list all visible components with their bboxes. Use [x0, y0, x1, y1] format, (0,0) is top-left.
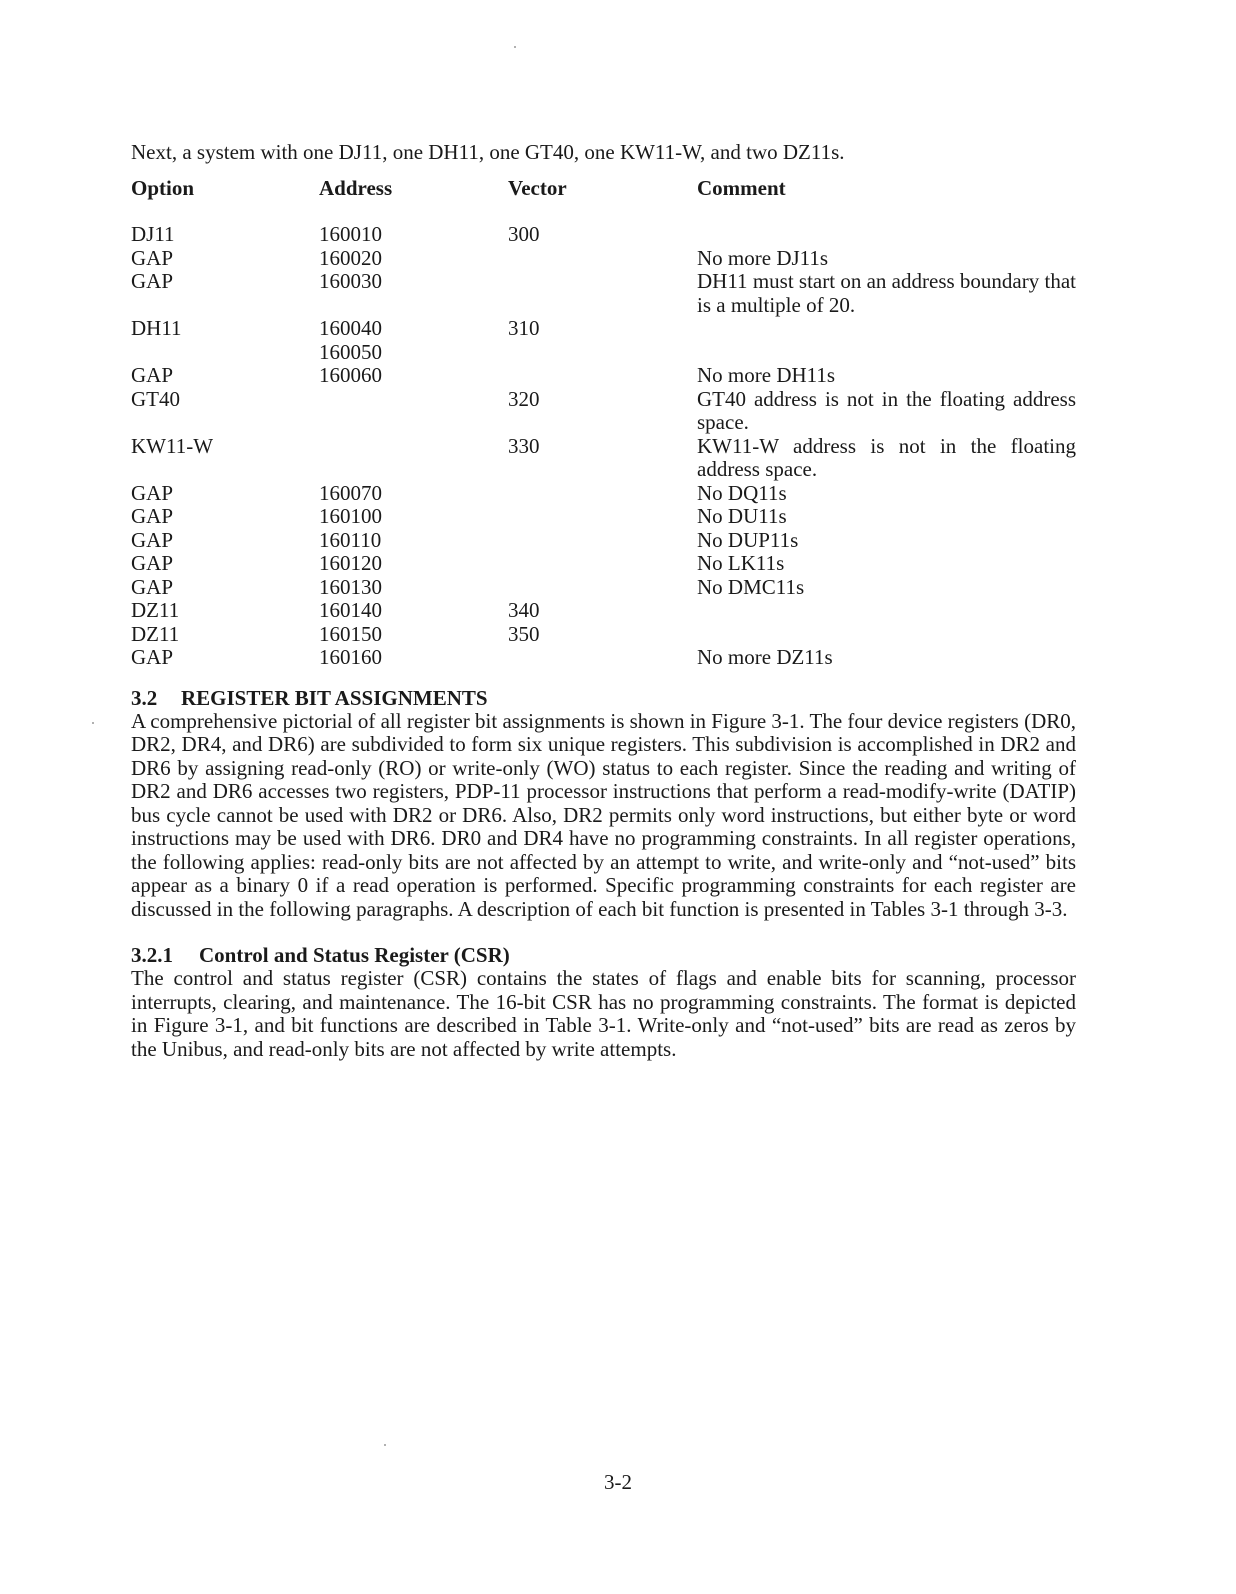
cell-comment: No DMC11s	[697, 574, 805, 599]
section-number: 3.2.1	[131, 943, 173, 967]
header-comment: Comment	[697, 176, 786, 200]
section-title: REGISTER BIT ASSIGNMENTS	[181, 685, 488, 710]
address-vector-table	[131, 174, 1076, 670]
scan-speck	[514, 46, 516, 48]
cell-address	[319, 435, 508, 482]
table-row	[131, 270, 1076, 317]
header-option: Option	[131, 176, 195, 200]
cell-address: 160120	[319, 551, 382, 575]
section-3-2-heading	[131, 686, 1076, 710]
cell-comment: GT40 address is not in the floating address space.	[697, 386, 1076, 434]
cell-option: GAP	[131, 269, 174, 293]
cell-vector	[508, 364, 697, 388]
cell-address	[319, 388, 508, 435]
table-row	[131, 599, 1076, 623]
cell-option: DZ11	[131, 598, 180, 622]
section-3-2-body: A comprehensive pictorial of all register bit assignments is shown in Figure 3-1. The four device registers (DR0, DR2, DR4, and DR6) are subdivided to form six unique registers. This subdivision is accomplished in DR2 and DR6 by assigning read-only (RO) or write-only (WO) status to each register. Since the reading and writing of DR2 and DR6 accesses two registers, PDP-11 processor instructions that perform a read-modify-write (DATIP) bus cycle cannot be used with DR2 or DR6. Also, DR2 permits only word instructions, but either byte or word instructions may be used with DR6. DR0 and DR4 have no programming constraints. In all register operations, the following applies: read-only bits are not affected by an attempt to write, and write-only and “not-used” bits appear as a binary 0 if a read operation is performed. Specific programming constraints for each register are discussed in the following paragraphs. A description of each bit function is presented in Tables 3-1 through 3-3.	[131, 708, 1076, 921]
cell-vector: 340	[508, 598, 540, 622]
cell-vector: 320	[508, 386, 540, 411]
table-row	[131, 529, 1076, 553]
cell-comment: DH11 must start on an address boundary that is a multiple of 20.	[697, 269, 1076, 317]
cell-option: DZ11	[131, 621, 180, 646]
cell-option: GAP	[131, 645, 174, 669]
cell-address: 160130	[319, 574, 382, 599]
cell-option: GAP	[131, 245, 174, 270]
cell-address: 160150	[319, 621, 382, 646]
cell-comment: No more DZ11s	[697, 645, 833, 669]
cell-vector	[508, 646, 697, 670]
cell-comment: KW11-W address is not in the floating address space.	[697, 433, 1076, 481]
cell-comment: No DUP11s	[697, 527, 799, 552]
cell-option: GAP	[131, 527, 174, 552]
spacer-row	[131, 211, 1076, 223]
table-row	[131, 317, 1076, 341]
cell-address: 160050	[319, 339, 382, 364]
header-address: Address	[319, 176, 393, 200]
table-row	[131, 482, 1076, 506]
cell-address: 160110	[319, 527, 382, 552]
table-row	[131, 388, 1076, 435]
cell-address: 160060	[319, 363, 382, 387]
section-3-2-1-heading	[131, 943, 1076, 967]
table-row	[131, 576, 1076, 600]
cell-vector	[508, 270, 697, 317]
header-vector: Vector	[508, 176, 567, 200]
cell-vector: 350	[508, 621, 540, 646]
cell-comment: No more DJ11s	[697, 245, 829, 270]
table-row	[131, 247, 1076, 271]
cell-address: 160140	[319, 598, 382, 622]
table-row	[131, 552, 1076, 576]
cell-vector	[508, 247, 697, 271]
page-number: 3-2	[604, 1470, 632, 1494]
cell-address: 160030	[319, 269, 382, 293]
cell-address: 160070	[319, 480, 382, 505]
cell-comment	[697, 341, 1076, 365]
table-row	[131, 223, 1076, 247]
cell-address: 160040	[319, 316, 382, 340]
cell-option: DJ11	[131, 222, 175, 246]
scan-speck	[384, 1444, 386, 1446]
cell-vector: 300	[508, 222, 540, 246]
section-title: Control and Status Register (CSR)	[199, 943, 510, 967]
cell-vector	[508, 529, 697, 553]
cell-vector	[508, 505, 697, 529]
table-row	[131, 646, 1076, 670]
cell-vector	[508, 341, 697, 365]
cell-vector	[508, 576, 697, 600]
cell-vector: 330	[508, 433, 540, 458]
cell-address: 160020	[319, 245, 382, 270]
cell-comment: No DU11s	[697, 504, 787, 528]
cell-option: GAP	[131, 551, 174, 575]
cell-address: 160160	[319, 645, 382, 669]
cell-vector	[508, 482, 697, 506]
cell-comment	[697, 317, 1076, 341]
section-number: 3.2	[131, 685, 158, 710]
cell-option	[131, 341, 319, 365]
intro-paragraph: Next, a system with one DJ11, one DH11, one GT40, one KW11-W, and two DZ11s.	[131, 140, 845, 164]
cell-option: GAP	[131, 363, 174, 387]
cell-comment	[697, 623, 1076, 647]
scan-speck	[92, 722, 94, 724]
cell-option: GT40	[131, 386, 180, 411]
table-row	[131, 505, 1076, 529]
cell-comment: No more DH11s	[697, 363, 836, 387]
cell-vector: 310	[508, 316, 540, 340]
cell-option: GAP	[131, 480, 174, 505]
cell-comment: No DQ11s	[697, 480, 787, 505]
cell-vector	[508, 552, 697, 576]
cell-comment	[697, 599, 1076, 623]
table-row	[131, 341, 1076, 365]
table-row	[131, 364, 1076, 388]
section-3-2-1-body: The control and status register (CSR) contains the states of flags and enable bits for scanning, processor interrupts, clearing, and maintenance. The 16-bit CSR has no programming constraints. The format is depicted in Figure 3-1, and bit functions are described in Table 3-1. Write-only and “not-used” bits are read as zeros by the Unibus, and read-only bits are not affected by write attempts.	[131, 966, 1076, 1061]
cell-option: GAP	[131, 574, 174, 599]
cell-address: 160010	[319, 222, 382, 246]
table-header-row	[131, 174, 1076, 211]
table-row	[131, 623, 1076, 647]
cell-option: KW11-W	[131, 433, 214, 458]
table-body	[131, 211, 1076, 670]
page-content	[131, 138, 1076, 1061]
table-row	[131, 435, 1076, 482]
cell-option: DH11	[131, 316, 182, 340]
cell-comment	[697, 223, 1076, 247]
cell-comment: No LK11s	[697, 551, 785, 575]
cell-address: 160100	[319, 504, 382, 528]
cell-option: GAP	[131, 504, 174, 528]
